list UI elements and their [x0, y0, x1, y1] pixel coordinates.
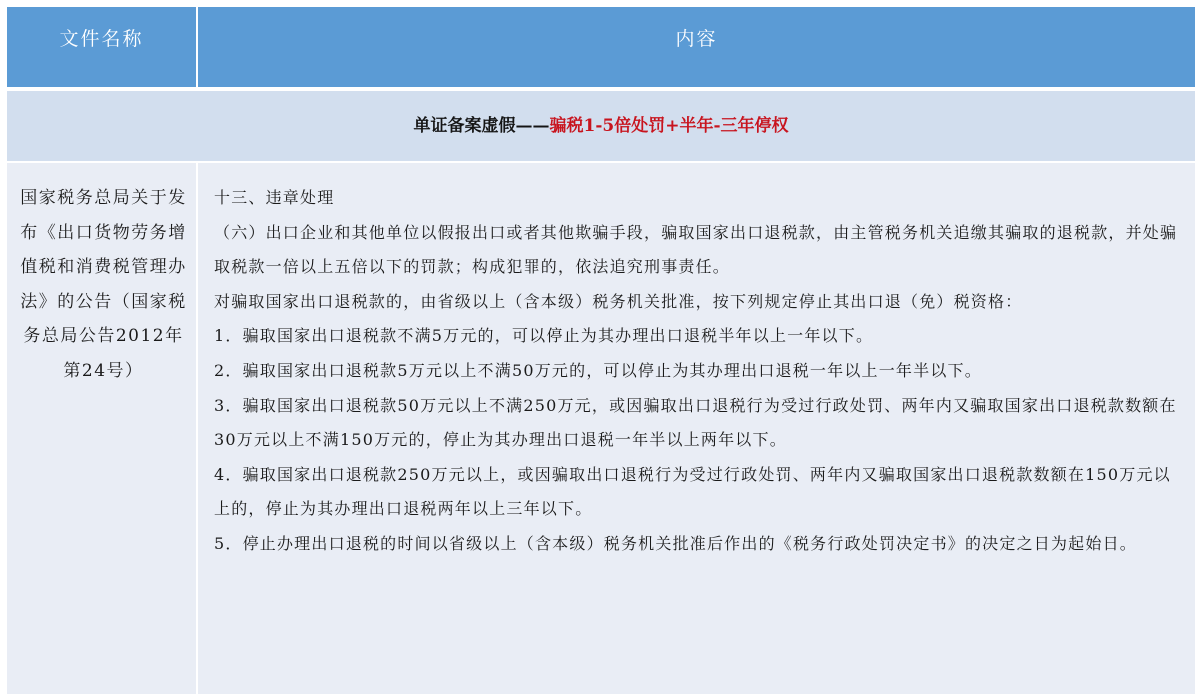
- section-title-row: [7, 91, 1195, 161]
- content-list-item-2: 2．骗取国家出口退税款5万元以上不满50万元的，可以停止为其办理出口退税一年以上一年半以下。: [214, 360, 982, 380]
- regulation-table: [7, 7, 1195, 694]
- header-cell-content: 内容: [198, 7, 1195, 87]
- content-list-item-1: 1．骗取国家出口退税款不满5万元的，可以停止为其办理出口退税半年以上一年以下。: [214, 326, 874, 346]
- document-name-cell: 国家税务总局关于发布《出口货物劳务增值税和消费税管理办法》的公告（国家税务总局公告2012年第24号）: [7, 163, 196, 694]
- content-list-item-4: 4．骗取国家出口退税款250万元以上，或因骗取出口退税行为受过行政处罚、两年内又骗取国家出口退税款数额在150万元以上的，停止为其办理出口退税两年以上三年以下。: [214, 464, 1171, 519]
- content-paragraph: 对骗取国家出口退税款的，由省级以上（含本级）税务机关批准，按下列规定停止其出口退（免）税资格：: [214, 291, 1023, 311]
- content-cell: [198, 163, 1195, 694]
- content-paragraph: （六）出口企业和其他单位以假报出口或者其他欺骗手段，骗取国家出口退税款，由主管税务机关追缴其骗取的退税款，并处骗取税款一倍以上五倍以下的罚款；构成犯罪的，依法追究刑事责任。: [214, 222, 1178, 277]
- section-title-red: 骗税1-5倍处罚+半年-三年停权: [549, 115, 789, 136]
- content-list-item-5: 5．停止办理出口退税的时间以省级以上（含本级）税务机关批准后作出的《税务行政处罚决定书》的决定之日为起始日。: [214, 533, 1137, 553]
- content-heading: 十三、违章处理: [214, 188, 335, 207]
- section-title-black: 单证备案虚假——: [413, 115, 550, 136]
- table-row: [7, 163, 1195, 694]
- content-list-item-3: 3．骗取国家出口退税款50万元以上不满250万元，或因骗取出口退税行为受过行政处罚、两年内又骗取国家出口退税款数额在30万元以上不满150万元的，停止为其办理出口退税一年半以上两年以下。: [214, 395, 1177, 450]
- header-cell-document-name: 文件名称: [7, 7, 196, 87]
- table-header-row: [7, 7, 1195, 87]
